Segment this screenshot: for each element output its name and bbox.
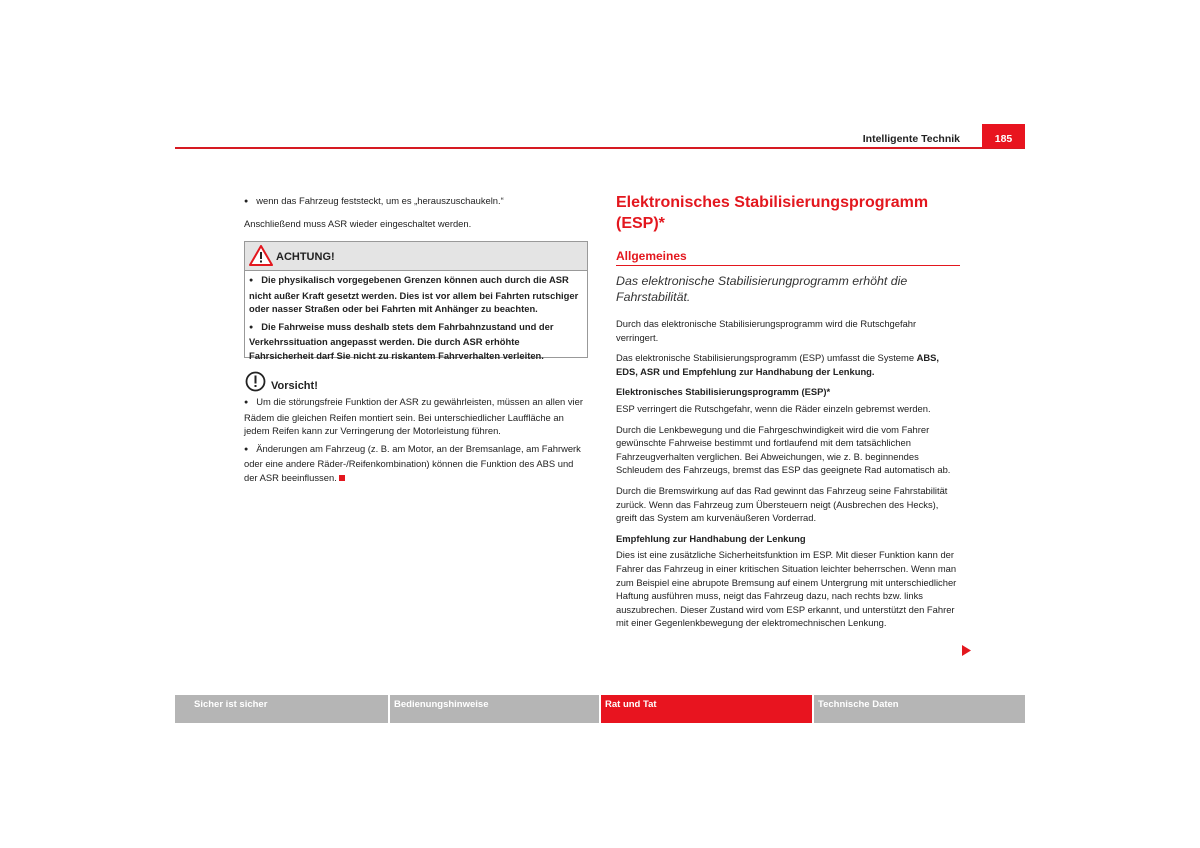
tab-technische-daten[interactable]: Technische Daten [814, 695, 1025, 723]
subheading: Empfehlung zur Handhabung der Lenkung [616, 532, 806, 544]
left-column [244, 194, 588, 237]
lead-text: Das elektronische Stabilisierungprogramm erhöht die Fahrstabilität. [616, 274, 908, 304]
caution-title: Vorsicht! [271, 380, 318, 392]
warning-header [245, 242, 587, 271]
caution-item: ● Um die störungsfreie Funktion der ASR zu gewährleisten, müssen an allen vier Rädem die gleichen Reifen montiert sein. Bei unterschiedlicher Lauffläche an jedem Reifen kann zur Verringerung der Motorleistung führen. [244, 395, 588, 438]
paragraph: Das elektronische Stabilisierungsprogramm (ESP) umfasst die Systeme ABS, EDS, ASR und Empfehlung zur Handhabung der Lenkung. [616, 352, 940, 377]
right-column [616, 192, 960, 637]
warning-triangle-icon [249, 245, 273, 266]
warning-box [244, 241, 588, 362]
chapter-heading: Elektronisches Stabilisierungsprogramm (ESP)* [616, 194, 929, 232]
page-number: 185 [982, 124, 1025, 148]
section-heading: Allgemeines [616, 249, 960, 266]
caution-item: ● Änderungen am Fahrzeug (z. B. am Motor, an der Bremsanlage, am Fahrwerk oder eine andere Räder-/Reifenkombination) können die Funktion des ABS und der ASR beeinflussen. [244, 442, 588, 485]
tab-bedienungshinweise[interactable]: Bedienungshinweise [390, 695, 599, 723]
tab-rat-und-tat[interactable]: Rat und Tat [601, 695, 812, 723]
tab-sicher-ist-sicher[interactable]: Sicher ist sicher [175, 695, 388, 723]
paragraph: Dies ist eine zusätzliche Sicherheitsfunktion im ESP. Mit dieser Funktion kann der Fahrer das Fahrzeug in einer kritischen Situation leichter beherrschen. Wenn man zum Beispiel eine abrupote Bremsung auf einem Untergrung mit unterschiedlicher Haftung ausführen muss, neigt das Fahrzeug dazu, nach rechts bzw. links auszubrechen. Dieser Zustand wird vom ESP erkannt, und unterstützt den Fahrer mit einer Gegenlenkbewegung der elektromechnischen Lenkung. [616, 549, 957, 629]
caution-section [244, 371, 588, 485]
paragraph: ESP verringert die Rutschgefahr, wenn die Räder einzeln gebremst werden. [616, 402, 931, 414]
paragraph: Durch die Lenkbewegung und die Fahrgeschwindigkeit wird die vom Fahrer gewünschte Fahrweise bestimmt und fortlaufend mit dem tatsächlichen Fahrzeugverhalten verglichen. Bei Abweichungen, wie z. B. beginnendes Schleudem des Fahrzeugs, bremst das ESP das geeignete Rad automatisch ab. [616, 423, 951, 476]
next-page-arrow-icon [962, 645, 971, 656]
warning-item: ● Die physikalisch vorgegebenen Grenzen können auch durch die ASR nicht außer Kraft gesetzt werden. Dies ist vor allem bei Fahrten rutschiger oder nasser Straßen oder bei Fahrten mit Anhänger zu beachten. [249, 273, 583, 316]
subheading: Elektronisches Stabilisierungsprogramm (ESP)* [616, 386, 831, 398]
paragraph: Anschließend muss ASR wieder eingeschaltet werden. [244, 217, 472, 229]
warning-title: ACHTUNG! [276, 251, 335, 263]
end-marker-icon [339, 475, 345, 481]
paragraph: Durch das elektronische Stabilisierungsprogramm wird die Rutschgefahr verringert. [616, 318, 917, 343]
bullet-item: ● wenn das Fahrzeug feststeckt, um es „herauszuschaukeln.“ [244, 194, 588, 210]
header-rule [175, 147, 1025, 149]
caution-icon [245, 371, 266, 392]
warning-item: ● Die Fahrweise muss deshalb stets dem Fahrbahnzustand und der Verkehrssituation angepasst werden. Die durch ASR erhöhte Fahrsicherheit darf Sie nicht zu riskantem Fahrverhalten verleiten. [249, 320, 583, 363]
paragraph: Durch die Bremswirkung auf das Rad gewinnt das Fahrzeug seine Fahrstabilität zurück. Wenn das Fahrzeug zum Übersteuern neigt (Ausbrechen des Hecks), greift das System am kurvenäußeren Vorderrad. [616, 484, 948, 524]
section-title: Intelligente Technik [862, 133, 960, 145]
